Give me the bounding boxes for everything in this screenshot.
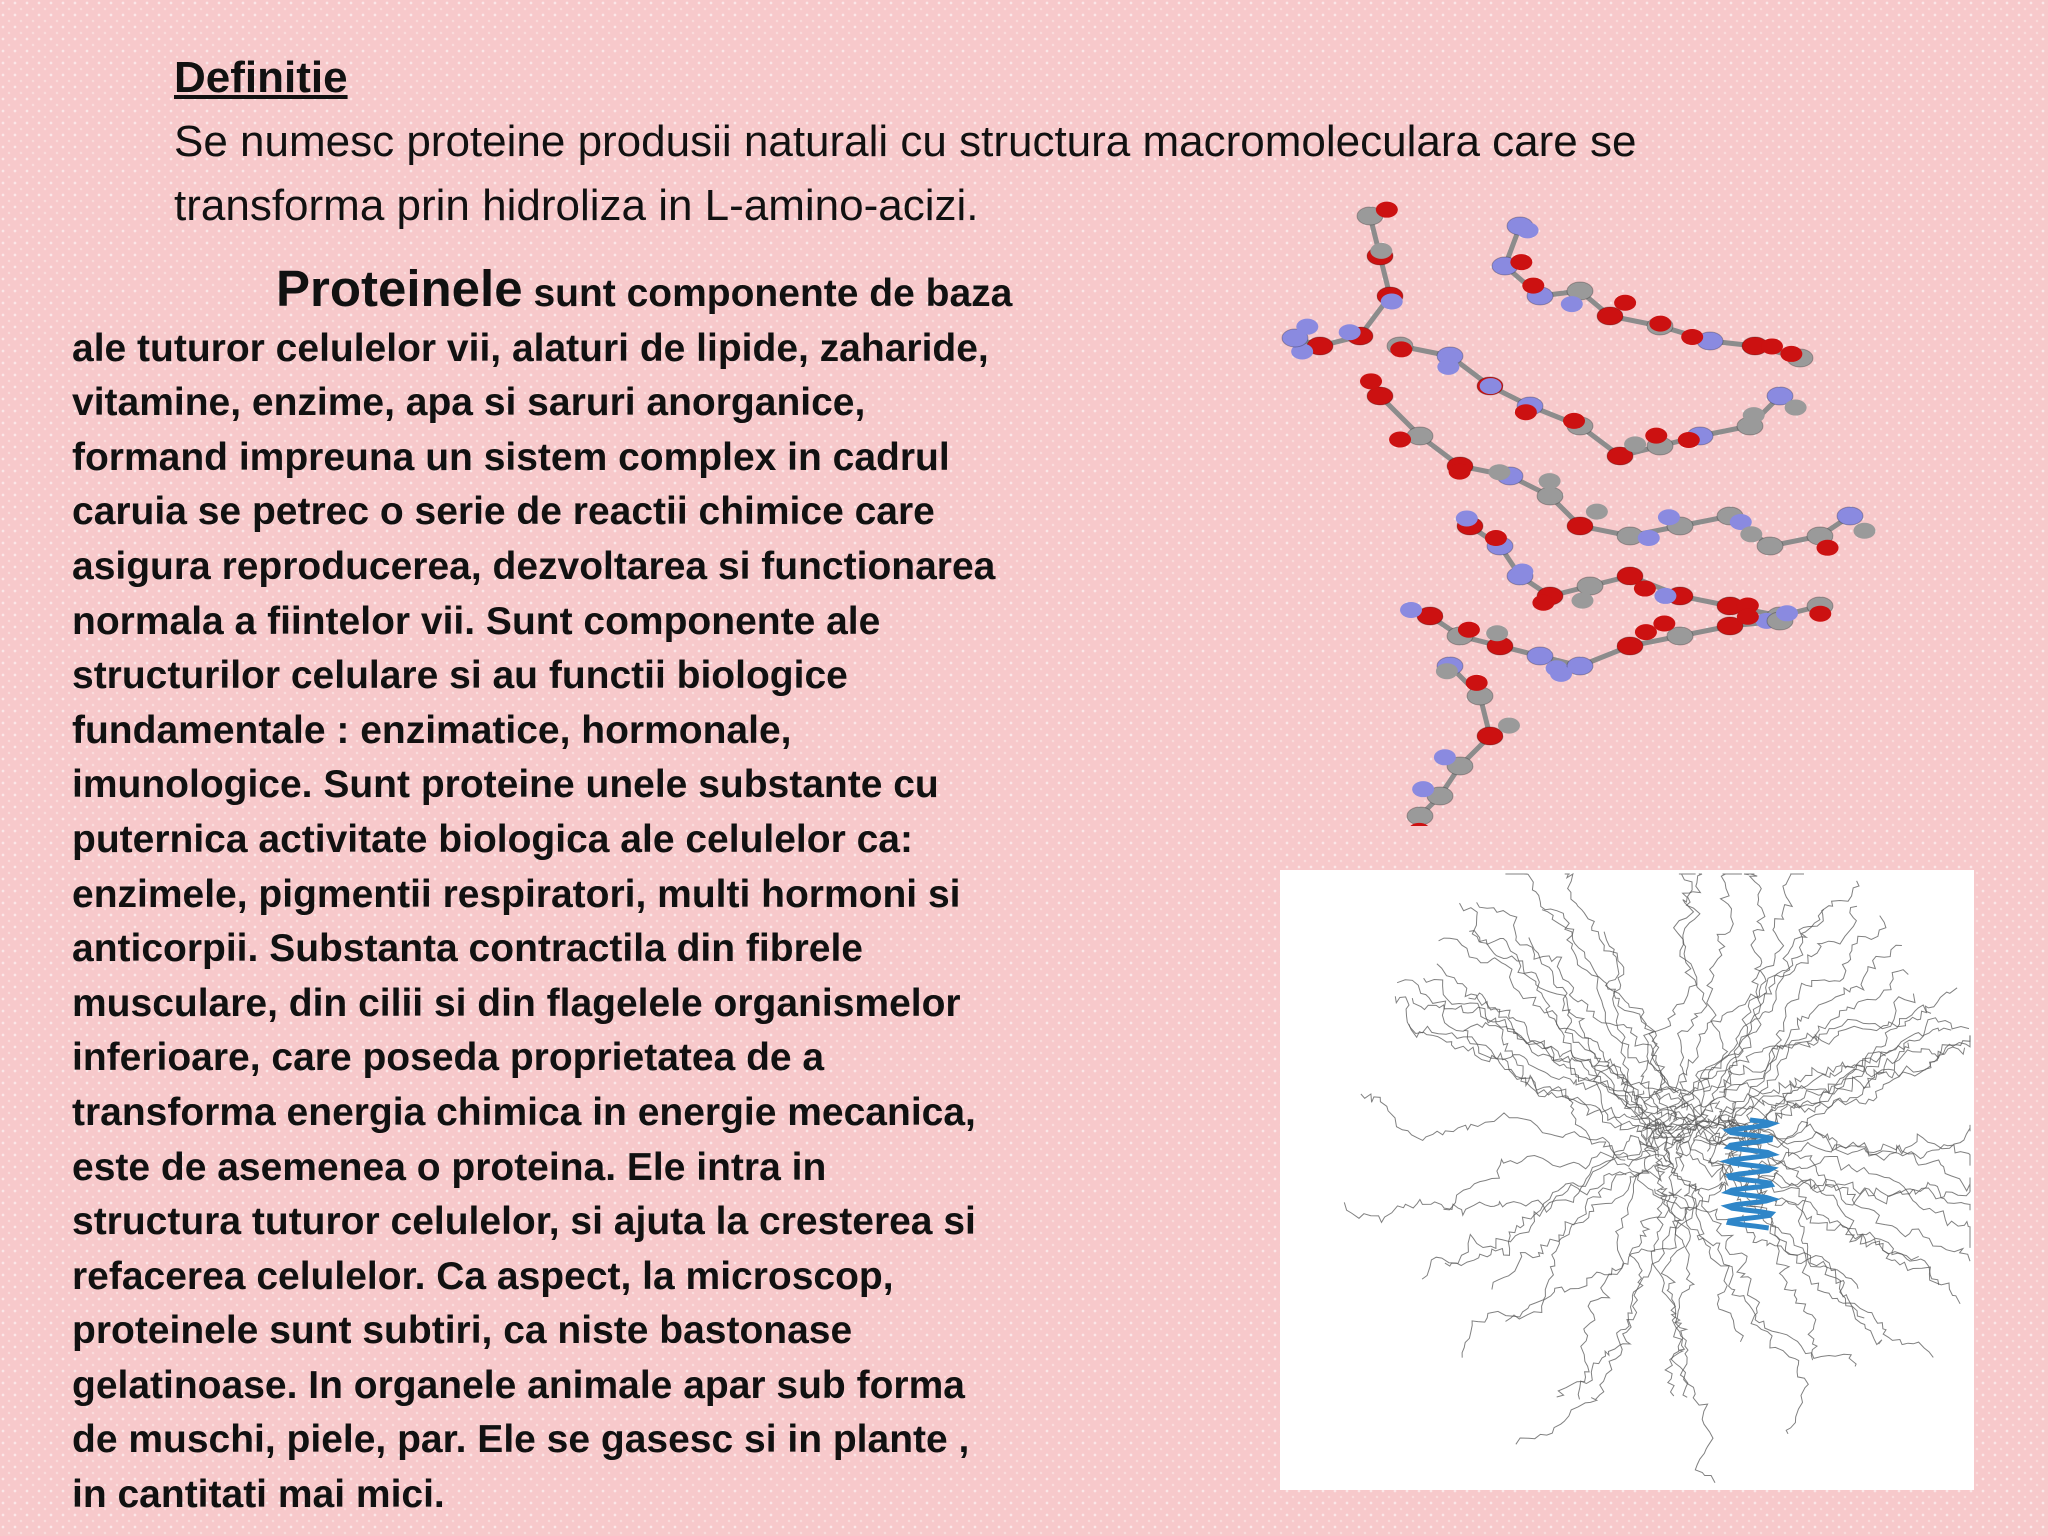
definition-line: transforma prin hidroliza in L-amino-acizi.	[174, 181, 979, 230]
lead-word: Proteinele	[276, 260, 523, 317]
paragraph-line: musculare, din cilii si din flagelele organismelor	[72, 981, 961, 1025]
paragraph-line: transforma energia chimica in energie mecanica,	[72, 1090, 976, 1134]
paragraph-line: normala a fiintelor vii. Sunt componente ale	[72, 599, 881, 643]
paragraph-line: fundamentale : enzimatice, hormonale,	[72, 708, 792, 752]
paragraph-first-line	[72, 262, 1182, 322]
paragraph-line: puternica activitate biologica ale celulelor ca:	[72, 817, 913, 861]
paragraph-line: structurilor celulare si au functii biologice	[72, 654, 848, 698]
paragraph-line: refacerea celulelor. Ca aspect, la microscop,	[72, 1254, 894, 1298]
paragraph-line: caruia se petrec o serie de reactii chimice care	[72, 490, 935, 534]
paragraph-line: anticorpii. Substanta contractila din fibrele	[72, 927, 863, 971]
paragraph-line: de muschi, piele, par. Ele se gasesc si in plante ,	[72, 1418, 970, 1462]
paragraph-line: asigura reproducerea, dezvoltarea si functionarea	[72, 544, 996, 588]
paragraph-line: formand impreuna un sistem complex in cadrul	[72, 435, 950, 479]
paragraph-line: in cantitati mai mici.	[72, 1473, 445, 1517]
main-paragraph	[72, 262, 1182, 1523]
paragraph-line: ale tuturor celulelor vii, alaturi de lipide, zaharide,	[72, 326, 989, 370]
paragraph-line: vitamine, enzime, apa si saruri anorganice,	[72, 381, 866, 425]
paragraph-line: proteinele sunt subtiri, ca niste bastonase	[72, 1309, 853, 1353]
definition-line: Se numesc proteine produsii naturali cu structura macromoleculara care se	[174, 117, 1637, 166]
paragraph-line: gelatinoase. In organele animale apar sub forma	[72, 1363, 965, 1407]
definition-heading: Definitie	[174, 53, 348, 102]
paragraph-line: imunologice. Sunt proteine unele substante cu	[72, 763, 939, 807]
paragraph-line: este de asemenea o proteina. Ele intra in	[72, 1145, 827, 1189]
paragraph-line: structura tuturor celulelor, si ajuta la cresterea si	[72, 1200, 976, 1244]
paragraph-line: inferioare, care poseda proprietatea de a	[72, 1036, 825, 1080]
protein-ensemble-image	[1280, 870, 1974, 1490]
paragraph-line: enzimele, pigmentii respiratori, multi hormoni si	[72, 872, 961, 916]
paragraph-line: sunt componente de baza	[533, 272, 1013, 315]
ball-and-stick-molecule-image	[1280, 196, 1880, 826]
